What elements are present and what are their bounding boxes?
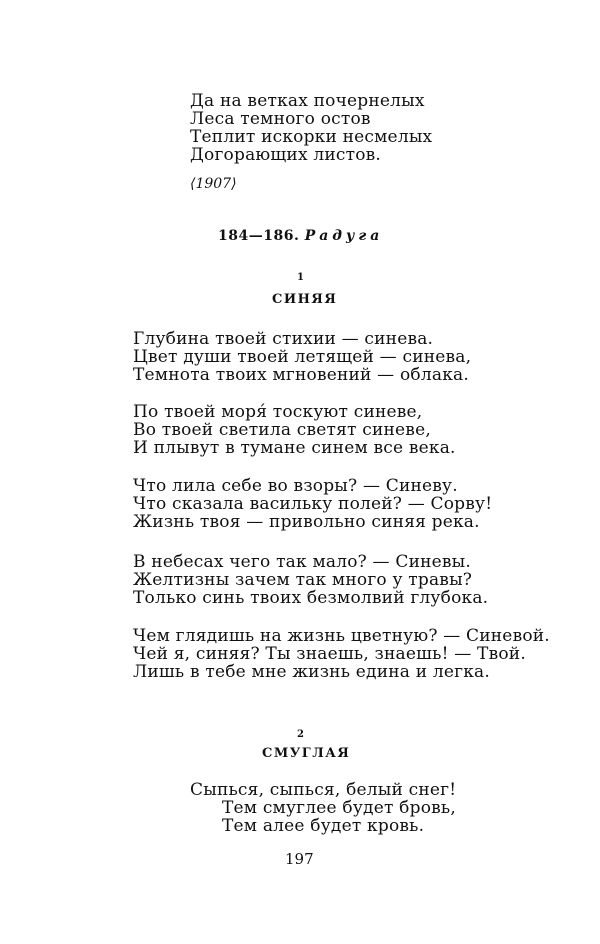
poem-line: Тем смуглее будет бровь, <box>222 798 456 818</box>
part-title: СИНЯЯ <box>272 292 338 307</box>
poem-line: В небесах чего так мало? — Синевы. <box>133 552 471 572</box>
poem-line: Жизнь твоя — привольно синяя река. <box>133 512 480 532</box>
poem-line: Что лила себе во взоры? — Синеву. <box>133 476 458 496</box>
poem-line: Желтизны зачем так много у травы? <box>133 570 473 590</box>
poem-line: И плывут в тумане синем все века. <box>133 438 456 458</box>
poem-line: По твоей моря́ тоскуют синеве, <box>133 402 423 422</box>
poem-line: Во твоей светила светят синеве, <box>133 420 431 440</box>
cycle-number: 184—186. <box>218 228 300 244</box>
poem-line: Лишь в тебе мне жизнь едина и легка. <box>133 662 490 682</box>
poem-line: Сыпься, сыпься, белый снег! <box>190 780 457 800</box>
poem-line: Цвет души твоей летящей — синева, <box>133 347 472 367</box>
poem-line: Чей я, синяя? Ты знаешь, знаешь! — Твой. <box>133 644 526 664</box>
page-number: 197 <box>285 850 314 868</box>
poem-line: Только синь твоих безмолвий глубока. <box>133 588 489 608</box>
poem-line: Тем алее будет кровь. <box>222 816 425 836</box>
part-number: 2 <box>297 729 304 740</box>
poem-line: Леса темного остов <box>190 109 371 129</box>
poem-line: Темнота твоих мгновений — облака. <box>133 365 469 385</box>
cycle-title: Радуга <box>304 228 384 244</box>
poem-line: Догорающих листов. <box>190 145 382 165</box>
part-number: 1 <box>297 272 304 283</box>
poem-line: Что сказала васильку полей? — Сорву! <box>133 494 493 514</box>
poem-line: Да на ветках почернелых <box>190 91 425 111</box>
poem-line: Глубина твоей стихии — синева. <box>133 329 434 349</box>
poem-line: Теплит искорки несмелых <box>190 127 433 147</box>
part-title: СМУГЛАЯ <box>262 746 351 761</box>
poem-date: ⟨1907⟩ <box>190 176 237 192</box>
cycle-heading <box>218 228 383 244</box>
poem-line: Чем глядишь на жизнь цветную? — Синевой. <box>133 626 550 646</box>
